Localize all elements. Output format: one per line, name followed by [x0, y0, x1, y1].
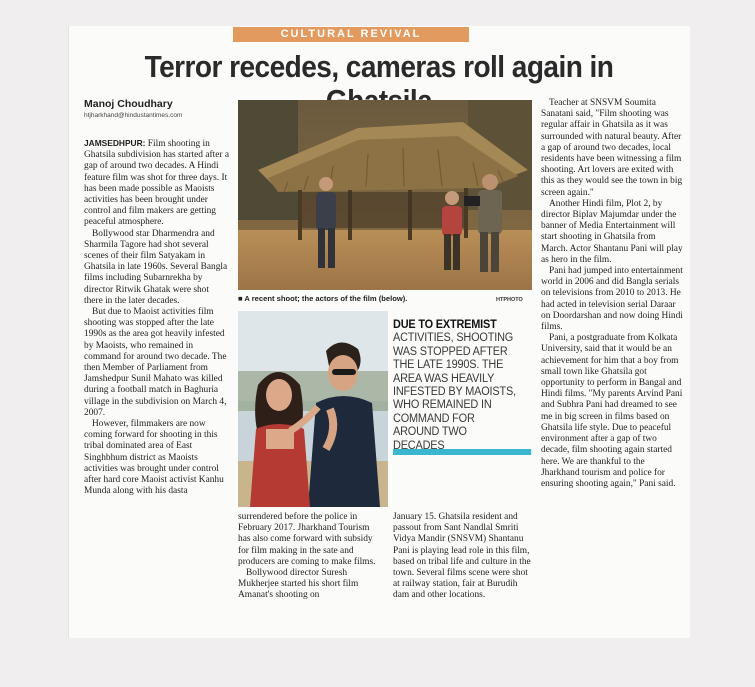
article-column-2 — [238, 512, 384, 602]
article-column-1 — [84, 138, 230, 498]
paragraph: Teacher at SNSVM Soumita Sanatani said, "Film shooting was regular affair in Ghatsila as it was surrounded with natural beauty. After a gap of around two decades, local residents have been witnessing a film shooting. Art lovers are exited with this as they would see the town in big screen again." — [541, 98, 683, 198]
pull-quote-body: ACTIVITIES, SHOOTING WAS STOPPED AFTER THE LATE 1990S. THE AREA WAS HEAVILY INFESTED BY MAOISTS, WHO REMAINED IN COMMAND FOR AROUND TWO DECADES — [393, 330, 516, 452]
photo-credit: HTPHOTO — [496, 297, 523, 303]
paragraph: But due to Maoist activities film shooting was stopped after the late 1990s as the area got heavily infested by Maoists, who remained in command for around two decade. The then Member of Parliament from Jamshedpur Sunil Mahato was killed during a football match in Baghuria village in the subdivision on March 4, 2007. — [84, 307, 227, 418]
pull-quote-lead: DUE TO EXTREMIST — [393, 317, 497, 331]
paragraph: Bollywood director Suresh Mukherjee started his short film Amanat's shooting on — [238, 568, 359, 601]
paragraph: surrendered before the police in February 2017. Jharkhand Tourism has also come forward with subsidy for film making in the sate and producers are coming to make films. — [238, 512, 376, 567]
byline-email: htjharkhand@hindustantimes.com — [84, 112, 183, 119]
paragraph-text: Film shooting in Ghatsila subdivision has started after a gap of around two decades. A Hindi feature film was shot for three days. It has been made possible as Maoists activities has been brought under control and film makers are getting peaceful atmosphere. — [84, 139, 230, 228]
article-column-3 — [393, 512, 533, 602]
paragraph: Bollywood star Dharmendra and Sharmila Tagore had shot several scenes of their film Satyakam in Ghatsila in late 1960s. Several Bangla films including Subarnrekha by director Ritwik Ghatak were shot there in the later decades. — [84, 228, 228, 306]
paragraph: Pani had jumped into entertainment world in 2006 and did Bangla serials on televisions from 2010 to 2013. He had acted in television serial Daraar on Doordarshan and now doing Hindi films. — [541, 266, 683, 333]
dateline: JAMSEDHPUR: — [84, 138, 146, 148]
headline: Terror recedes, cameras roll again in — [144, 50, 614, 84]
paragraph: Another Hindi film, Plot 2, by director Biplav Majumdar under the banner of Media Entertainment will start shooting in Ghatsila from March. Actor Shantanu Pani will play as hero in the film. — [541, 198, 683, 265]
paragraph: January 15. Ghatsila resident and passout from Sant Nandlal Smriti Vidya Mandir (SNSVM) Shantanu Pani is playing lead role in this film, based on tribal life and culture in the town. Several films scene were shot at railway station, fair at Burudih dam and other locations. — [393, 512, 531, 601]
actors-photo-image — [238, 311, 388, 507]
photo-caption: ■ A recent shoot; the actors of the film (below). — [238, 294, 408, 303]
section-kicker: CULTURAL REVIVAL — [233, 27, 469, 42]
article-column-4 — [541, 98, 683, 490]
paragraph: Pani, a postgraduate from Kolkata University, said that it would be an achievement for him that a boy from small town like Ghatsila got opportunity to perform in Bangal and Hindi films. "My parents Arvind Pani and Subhra Pani had dreamed to see me in big screen in films based on Ghatsila life style. Due to peaceful environment after a gap of two decade, film shooting again started here. We are thankful to the Jharkhand tourism and police for ensuring shooting again," Pani said. — [541, 333, 683, 489]
paragraph — [84, 138, 230, 229]
film-shoot-photo — [238, 100, 532, 290]
pull-quote — [393, 318, 516, 455]
byline-author: Manoj Choudhary — [84, 98, 173, 110]
film-shoot-photo-image — [238, 100, 532, 290]
paragraph: However, filmmakers are now coming forward for shooting in this tribal dominated area of East Singhbhum district as Maoists activities was brought under control after hard core Maoist activist Kanhu Munda along with his dasta — [84, 419, 224, 497]
actors-photo — [238, 311, 388, 507]
